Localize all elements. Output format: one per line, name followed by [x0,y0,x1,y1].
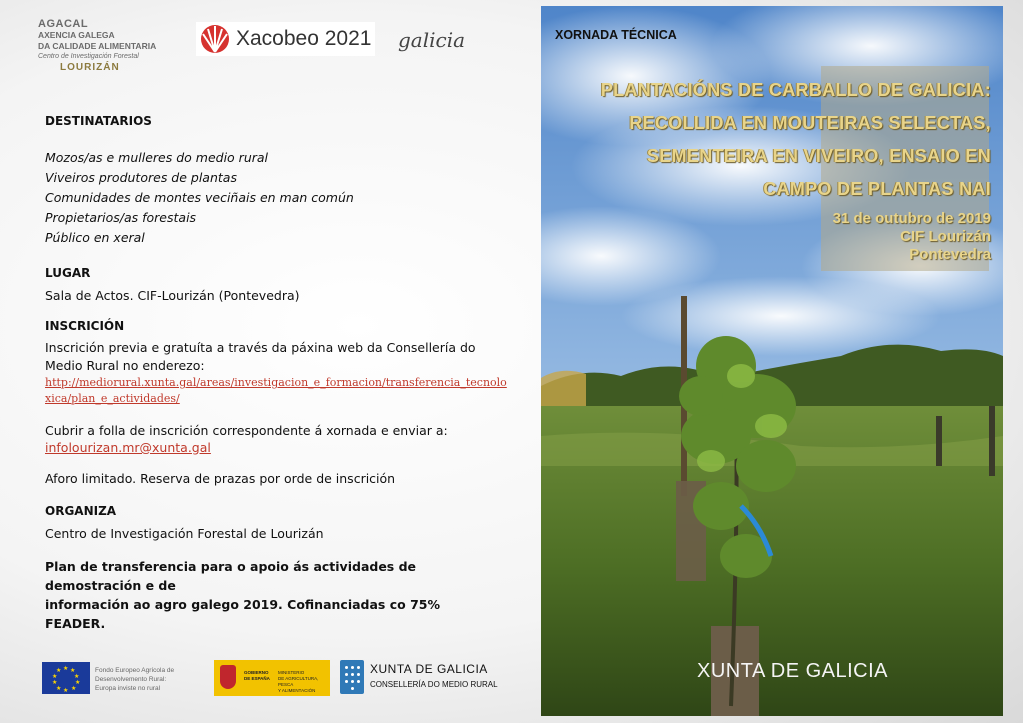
destinatarios-item: Público en xeral [45,230,145,245]
inscricion-text: Inscrición previa e gratuíta a través da páxina web da Consellería do Medio Rural no enderezo: [45,340,476,373]
event-place: CIF Lourizán [900,228,991,245]
inscricion-link-line1[interactable]: http://mediorural.xunta.gal/areas/investigacion_e_formacion/transferencia_tecnolo [45,376,507,389]
gobierno-text [244,670,270,682]
xacobeo-logo [196,22,375,56]
title-line: SEMENTEIRA EN VIVEIRO, ENSAIO EN [647,146,991,166]
email-link[interactable]: infolourizan.mr@xunta.gal [45,440,211,455]
destinatarios-item: Comunidades de montes veciñais en man común [45,190,354,205]
scallop-shell-icon [200,24,230,54]
destinatarios-heading: DESTINATARIOS [45,114,152,128]
xunta-logo-text [370,662,498,689]
gobierno-line: GOBIERNO [244,670,269,675]
inscricion-heading: INSCRICIÓN [45,319,125,333]
eu-flag-icon: ★ ★ ★ ★ ★ ★ ★ ★ ★ ★ [42,662,90,694]
spain-coat-of-arms-icon [220,665,236,689]
ministerio-text [278,670,330,694]
agacal-subtitle-3: Centro de Investigación Forestal [38,53,139,60]
title-line: PLANTACIÓNS DE CARBALLO DE GALICIA: [600,80,991,100]
plan-line1: Plan de transferencia para o apoio ás actividades de demostración e de [45,559,417,593]
ministerio-line: Y ALIMENTACIÓN [278,688,316,693]
cover-title [561,74,991,264]
organiza-text: Centro de Investigación Forestal de Lourizán [45,526,324,541]
agacal-subtitle-2: DA CALIDADE ALIMENTARIA [38,41,157,51]
inscricion-link-line2[interactable]: xica/plan_e_actividades/ [45,392,180,405]
agacal-title: AGACAL [38,18,89,30]
destinatarios-item: Mozos/as e mulleres do medio rural [45,150,269,165]
title-line: RECOLLIDA EN MOUTEIRAS SELECTAS, [629,113,991,133]
xacobeo-text: Xacobeo 2021 [236,27,372,50]
lugar-text: Sala de Actos. CIF-Lourizán (Pontevedra) [45,288,300,303]
ministerio-line: MINISTERIO [278,670,305,675]
plan-text [45,557,495,633]
event-city: Pontevedra [909,246,991,263]
plan-line2: información ao agro galego 2019. Cofinanciadas co 75% FEADER. [45,597,440,631]
galicia-logo: galicia [398,28,466,52]
cover-panel [541,6,1003,716]
xunta-shield-icon [340,660,364,694]
agacal-subtitle-1: AXENCIA GALEGA [38,30,115,40]
inscricion-link[interactable] [45,375,507,407]
organiza-heading: ORGANIZA [45,504,117,518]
feader-line: Desenvolvemento Rural: [95,676,167,683]
conselleria-title: CONSELLERÍA DO MEDIO RURAL [370,680,498,689]
destinatarios-item: Viveiros produtores de plantas [45,170,237,185]
aforo-text: Aforo limitado. Reserva de prazas por orde de inscrición [45,471,396,486]
ministerio-line: DE AGRICULTURA, PESCA [278,676,319,687]
gobierno-line: DE ESPAÑA [244,676,270,681]
event-date: 31 de outubro de 2019 [832,210,991,227]
xunta-title: XUNTA DE GALICIA [370,662,488,676]
footer-logos [42,658,512,698]
feader-line: Europa inviste no rural [95,685,161,692]
folla-text: Cubrir a folla de inscrición correspondente á xornada e enviar a: [45,423,448,438]
feader-text [95,666,195,693]
agacal-logo [38,18,178,73]
gobierno-logo [214,660,330,696]
destinatarios-item: Propietarios/as forestais [45,210,197,225]
xornada-label: XORNADA TÉCNICA [555,28,677,42]
title-line: CAMPO DE PLANTAS NAI [763,179,991,199]
info-content [45,114,507,633]
cover-xunta-logo: XUNTA DE GALICIA [697,660,889,682]
agacal-lourizan: LOURIZÁN [60,62,120,73]
lugar-heading: LUGAR [45,266,91,280]
feader-line: Fondo Europeo Agrícola de [95,667,175,674]
